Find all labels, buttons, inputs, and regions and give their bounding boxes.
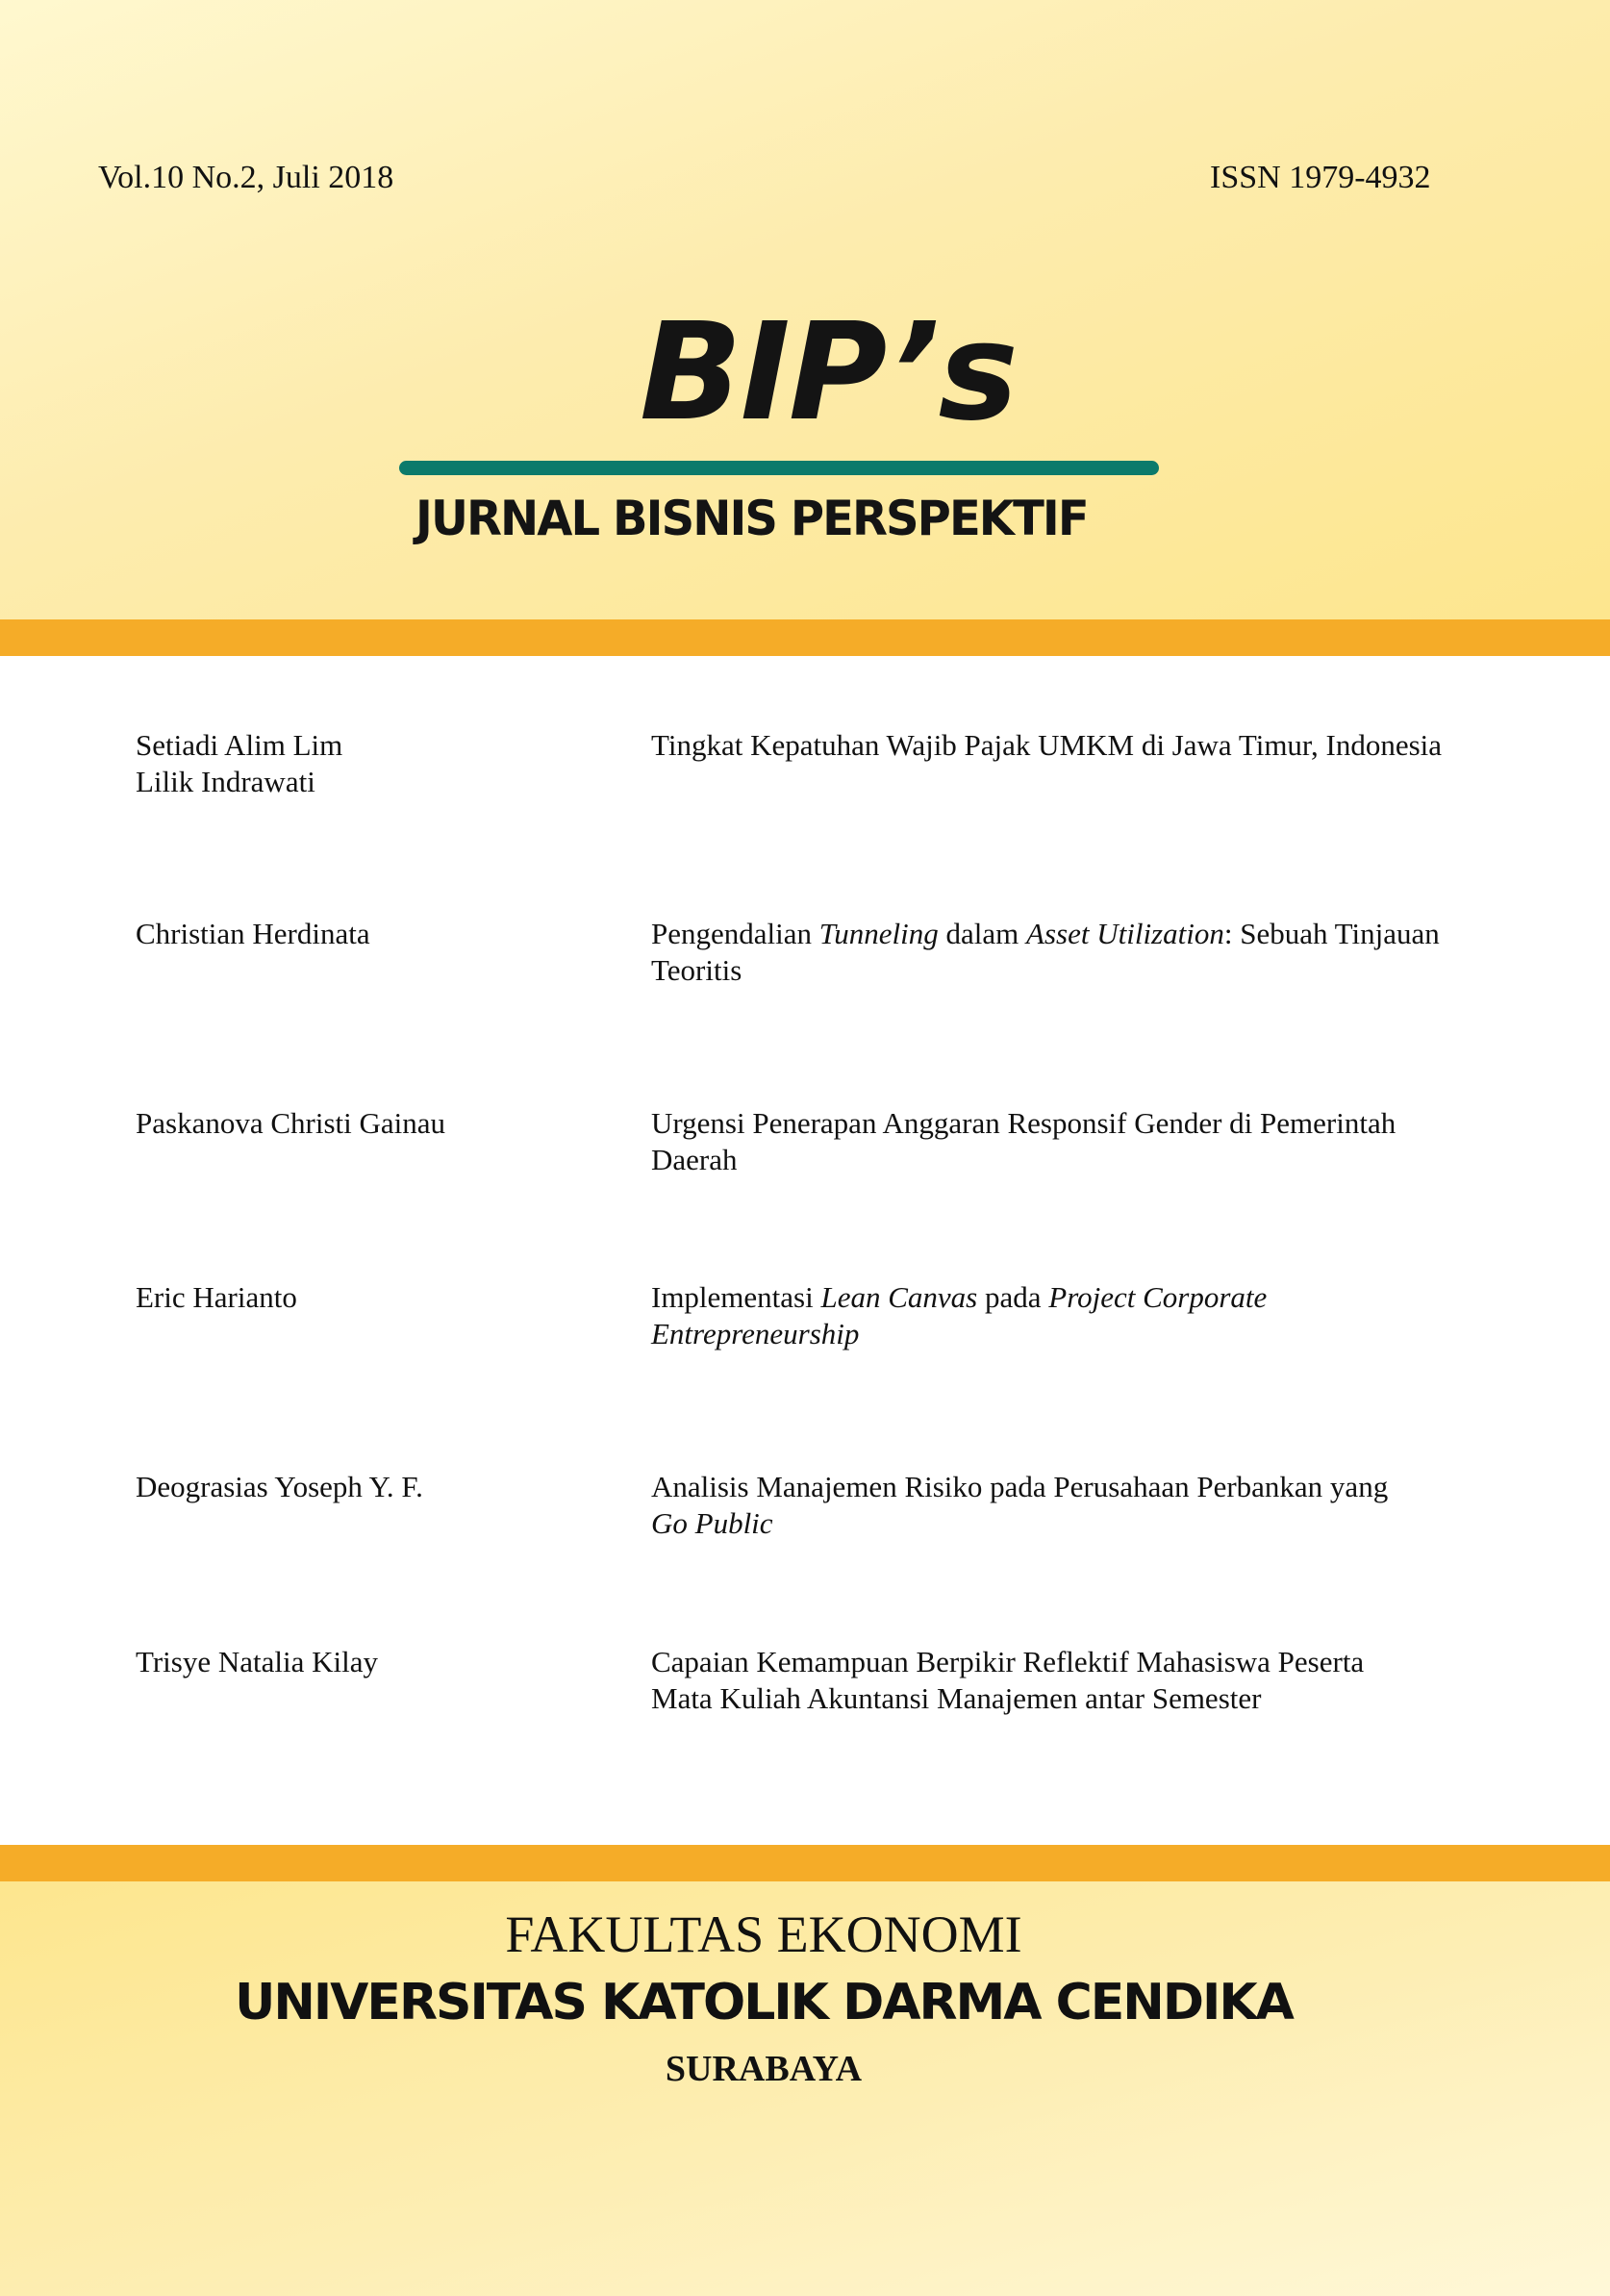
article-authors <box>136 1469 597 1505</box>
author-name: Eric Harianto <box>136 1280 297 1314</box>
article-authors <box>136 916 597 952</box>
article-authors <box>136 727 597 800</box>
journal-logo: BIP’s <box>640 294 1017 451</box>
footer-divider-stripe <box>0 1845 1610 1881</box>
article-authors <box>136 1105 597 1142</box>
issue-info: Vol.10 No.2, Juli 2018 <box>98 160 394 195</box>
article-title <box>651 1279 1522 1352</box>
author-name: Christian Herdinata <box>136 917 370 950</box>
title-line: Teoritis <box>651 953 742 987</box>
title-line: Urgensi Penerapan Anggaran Responsif Gender di Pemerintah <box>651 1106 1396 1140</box>
university-name: UNIVERSITAS KATOLIK DARMA CENDIKA <box>235 1974 1293 2031</box>
title-line: Go Public <box>651 1506 773 1540</box>
article-title <box>651 1469 1522 1542</box>
title-line: Pengendalian Tunneling dalam Asset Utilization: Sebuah Tinjauan <box>651 917 1440 950</box>
article-authors <box>136 1279 597 1316</box>
city-name: SURABAYA <box>665 2049 863 2089</box>
journal-name: JURNAL BISNIS PERSPEKTIF <box>415 491 1088 546</box>
author-name: Setiadi Alim Lim <box>136 728 343 762</box>
title-line: Daerah <box>651 1143 738 1176</box>
author-name: Lilik Indrawati <box>136 765 315 798</box>
author-name: Paskanova Christi Gainau <box>136 1106 446 1140</box>
author-name: Deograsias Yoseph Y. F. <box>136 1470 423 1503</box>
title-line: Mata Kuliah Akuntansi Manajemen antar Semester <box>651 1681 1262 1715</box>
article-title <box>651 1644 1522 1717</box>
issn-number: ISSN 1979-4932 <box>1210 160 1431 195</box>
article-title <box>651 1105 1522 1178</box>
article-title <box>651 916 1522 989</box>
article-authors <box>136 1644 597 1680</box>
title-line: Implementasi Lean Canvas pada Project Corporate <box>651 1280 1268 1314</box>
title-line: Entrepreneurship <box>651 1317 860 1350</box>
logo-underline-rule <box>399 461 1159 475</box>
title-line: Analisis Manajemen Risiko pada Perusahaan Perbankan yang <box>651 1470 1389 1503</box>
title-line: Capaian Kemampuan Berpikir Reflektif Mahasiswa Peserta <box>651 1645 1365 1678</box>
author-name: Trisye Natalia Kilay <box>136 1645 378 1678</box>
article-title <box>651 727 1522 764</box>
table-of-contents <box>0 656 1610 1845</box>
title-line: Tingkat Kepatuhan Wajib Pajak UMKM di Jawa Timur, Indonesia <box>651 728 1443 762</box>
header-divider-stripe <box>0 619 1610 656</box>
faculty-name: FAKULTAS EKONOMI <box>505 1905 1022 1963</box>
